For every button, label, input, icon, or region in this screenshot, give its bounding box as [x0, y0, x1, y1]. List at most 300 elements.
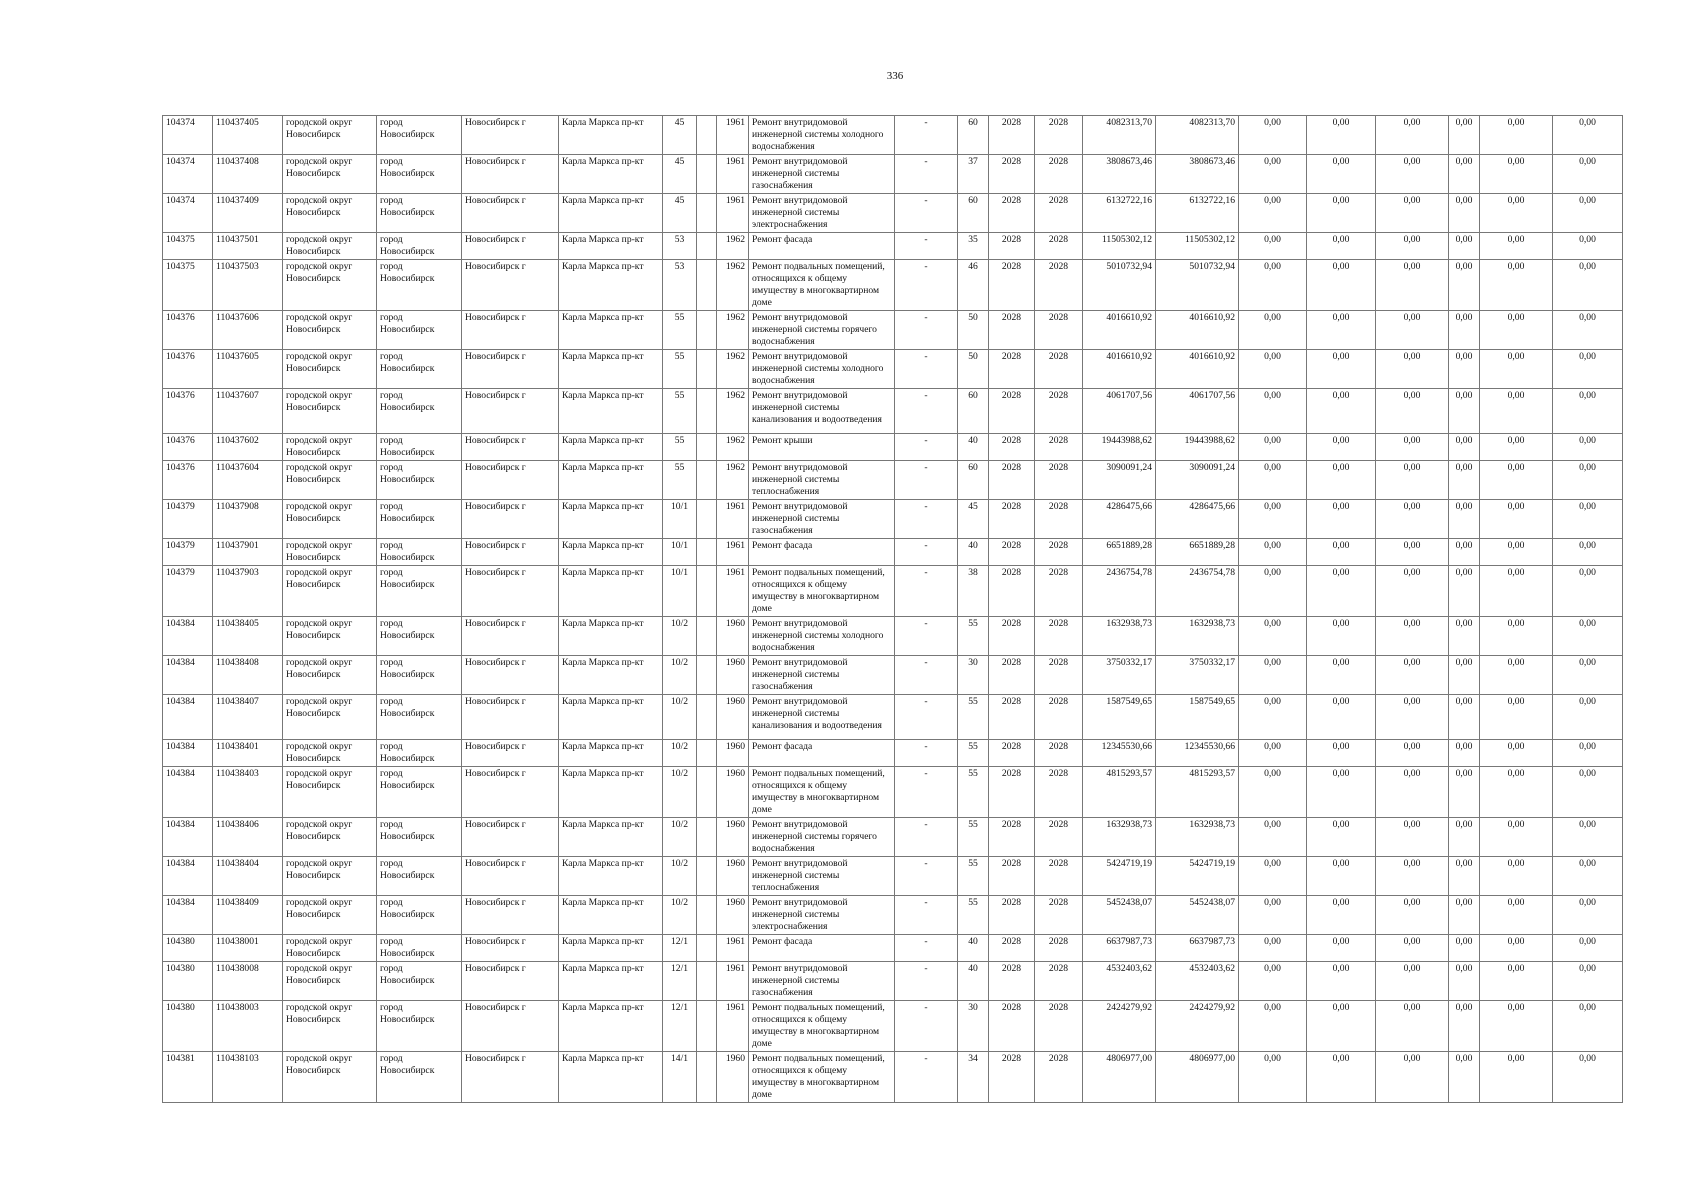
cell-house-number: 10/2	[663, 695, 697, 740]
cell-unit: -	[895, 935, 958, 962]
cell-settlement: город Новосибирск	[377, 740, 462, 767]
cell-house-id: 104384	[163, 896, 213, 935]
cell-construction-year: 1961	[717, 155, 749, 194]
cell-subsidy-local: 0,00	[1376, 311, 1449, 350]
cell-subsidy-local: 0,00	[1376, 260, 1449, 311]
cell-other-funds: 0,00	[1480, 656, 1553, 695]
cell-work-type: Ремонт внутридомовой инженерной системы газоснабжения	[749, 500, 895, 539]
cell-subsidy-local: 0,00	[1376, 389, 1449, 434]
cell-subsidy-regional: 0,00	[1307, 935, 1376, 962]
cell-settlement: город Новосибирск	[377, 1052, 462, 1103]
cell-work-id: 110438405	[213, 617, 283, 656]
cell-plan-year-end: 2028	[1035, 539, 1083, 566]
cell-other-funds: 0,00	[1480, 935, 1553, 962]
cell-subsidy-regional: 0,00	[1307, 566, 1376, 617]
cell-house-id: 104376	[163, 311, 213, 350]
cell-house-number: 53	[663, 260, 697, 311]
cell-plan-year-start: 2028	[989, 695, 1035, 740]
cell-house-id: 104384	[163, 818, 213, 857]
cell-subsidy-regional: 0,00	[1307, 857, 1376, 896]
cell-house-id: 104379	[163, 539, 213, 566]
cell-reserve-funds: 0,00	[1553, 818, 1623, 857]
table-row	[163, 1052, 1623, 1103]
cell-locality: Новосибирск г	[462, 311, 559, 350]
cell-plan-year-end: 2028	[1035, 617, 1083, 656]
cell-subsidy-local: 0,00	[1376, 155, 1449, 194]
cell-total-cost: 6651889,28	[1083, 539, 1156, 566]
cell-building	[697, 566, 717, 617]
cell-work-id: 110438008	[213, 962, 283, 1001]
cell-other-funds: 0,00	[1480, 155, 1553, 194]
cell-unit: -	[895, 896, 958, 935]
cell-street: Карла Маркса пр-кт	[559, 116, 663, 155]
cell-street: Карла Маркса пр-кт	[559, 935, 663, 962]
cell-subsidy-regional: 0,00	[1307, 434, 1376, 461]
cell-total-cost: 5424719,19	[1083, 857, 1156, 896]
cell-fund-cost: 4016610,92	[1156, 311, 1239, 350]
cell-unit: -	[895, 461, 958, 500]
cell-work-type: Ремонт подвальных помещений, относящихся к общему имуществу в многоквартирном доме	[749, 767, 895, 818]
cell-subsidy-regional: 0,00	[1307, 155, 1376, 194]
cell-subsidy-federal: 0,00	[1239, 350, 1307, 389]
cell-work-type: Ремонт фасада	[749, 539, 895, 566]
cell-house-id: 104381	[163, 1052, 213, 1103]
cell-unit: -	[895, 695, 958, 740]
cell-work-type: Ремонт внутридомовой инженерной системы горячего водоснабжения	[749, 311, 895, 350]
cell-locality: Новосибирск г	[462, 740, 559, 767]
cell-wear-percent: 40	[958, 539, 989, 566]
cell-plan-year-end: 2028	[1035, 500, 1083, 539]
cell-unit: -	[895, 566, 958, 617]
cell-street: Карла Маркса пр-кт	[559, 896, 663, 935]
cell-work-type: Ремонт внутридомовой инженерной системы холодного водоснабжения	[749, 350, 895, 389]
cell-subsidy-regional: 0,00	[1307, 617, 1376, 656]
cell-unit: -	[895, 818, 958, 857]
cell-plan-year-end: 2028	[1035, 1052, 1083, 1103]
cell-reserve-funds: 0,00	[1553, 155, 1623, 194]
cell-construction-year: 1961	[717, 500, 749, 539]
cell-plan-year-start: 2028	[989, 857, 1035, 896]
cell-work-id: 110438001	[213, 935, 283, 962]
cell-settlement: город Новосибирск	[377, 461, 462, 500]
cell-municipal-district: городской округ Новосибирск	[283, 617, 377, 656]
cell-work-type: Ремонт внутридомовой инженерной системы холодного водоснабжения	[749, 617, 895, 656]
cell-plan-year-start: 2028	[989, 350, 1035, 389]
cell-work-type: Ремонт внутридомовой инженерной системы газоснабжения	[749, 962, 895, 1001]
cell-construction-year: 1962	[717, 389, 749, 434]
cell-subsidy-federal: 0,00	[1239, 233, 1307, 260]
cell-wear-percent: 60	[958, 389, 989, 434]
cell-fund-cost: 6132722,16	[1156, 194, 1239, 233]
table-row	[163, 116, 1623, 155]
cell-unit: -	[895, 260, 958, 311]
table-row	[163, 857, 1623, 896]
cell-plan-year-start: 2028	[989, 116, 1035, 155]
cell-municipal-district: городской округ Новосибирск	[283, 857, 377, 896]
cell-wear-percent: 60	[958, 194, 989, 233]
cell-subsidy-federal: 0,00	[1239, 1001, 1307, 1052]
cell-subsidy-federal: 0,00	[1239, 389, 1307, 434]
cell-municipal-district: городской округ Новосибирск	[283, 500, 377, 539]
cell-unit: -	[895, 389, 958, 434]
cell-fund-cost: 1632938,73	[1156, 818, 1239, 857]
table-row	[163, 389, 1623, 434]
cell-building	[697, 350, 717, 389]
cell-municipal-district: городской округ Новосибирск	[283, 695, 377, 740]
cell-house-id: 104384	[163, 656, 213, 695]
cell-house-number: 55	[663, 461, 697, 500]
cell-other-funds: 0,00	[1480, 695, 1553, 740]
cell-subsidy-local: 0,00	[1376, 566, 1449, 617]
cell-other-funds: 0,00	[1480, 194, 1553, 233]
cell-owners-funds: 0,00	[1449, 740, 1480, 767]
cell-settlement: город Новосибирск	[377, 818, 462, 857]
cell-building	[697, 233, 717, 260]
cell-municipal-district: городской округ Новосибирск	[283, 767, 377, 818]
cell-other-funds: 0,00	[1480, 962, 1553, 1001]
cell-work-id: 110437409	[213, 194, 283, 233]
cell-work-id: 110438003	[213, 1001, 283, 1052]
cell-owners-funds: 0,00	[1449, 500, 1480, 539]
cell-house-number: 53	[663, 233, 697, 260]
cell-house-id: 104379	[163, 566, 213, 617]
cell-owners-funds: 0,00	[1449, 1052, 1480, 1103]
cell-work-id: 110437901	[213, 539, 283, 566]
cell-construction-year: 1962	[717, 260, 749, 311]
cell-fund-cost: 3090091,24	[1156, 461, 1239, 500]
cell-total-cost: 4532403,62	[1083, 962, 1156, 1001]
table-row	[163, 350, 1623, 389]
repair-registry-table	[162, 115, 1623, 1103]
cell-plan-year-start: 2028	[989, 896, 1035, 935]
cell-fund-cost: 3750332,17	[1156, 656, 1239, 695]
cell-fund-cost: 4815293,57	[1156, 767, 1239, 818]
cell-construction-year: 1961	[717, 116, 749, 155]
cell-fund-cost: 4016610,92	[1156, 350, 1239, 389]
cell-work-type: Ремонт внутридомовой инженерной системы горячего водоснабжения	[749, 818, 895, 857]
cell-house-number: 14/1	[663, 1052, 697, 1103]
cell-total-cost: 4016610,92	[1083, 311, 1156, 350]
cell-work-id: 110437604	[213, 461, 283, 500]
cell-subsidy-regional: 0,00	[1307, 767, 1376, 818]
cell-fund-cost: 3808673,46	[1156, 155, 1239, 194]
cell-fund-cost: 19443988,62	[1156, 434, 1239, 461]
cell-building	[697, 767, 717, 818]
cell-wear-percent: 30	[958, 656, 989, 695]
cell-locality: Новосибирск г	[462, 1001, 559, 1052]
cell-work-type: Ремонт подвальных помещений, относящихся к общему имуществу в многоквартирном доме	[749, 566, 895, 617]
cell-settlement: город Новосибирск	[377, 1001, 462, 1052]
cell-wear-percent: 50	[958, 350, 989, 389]
cell-work-id: 110438407	[213, 695, 283, 740]
cell-owners-funds: 0,00	[1449, 389, 1480, 434]
cell-plan-year-start: 2028	[989, 656, 1035, 695]
cell-work-id: 110438406	[213, 818, 283, 857]
cell-settlement: город Новосибирск	[377, 233, 462, 260]
cell-house-id: 104384	[163, 617, 213, 656]
cell-house-id: 104380	[163, 1001, 213, 1052]
cell-settlement: город Новосибирск	[377, 350, 462, 389]
cell-locality: Новосибирск г	[462, 434, 559, 461]
cell-owners-funds: 0,00	[1449, 350, 1480, 389]
cell-subsidy-federal: 0,00	[1239, 962, 1307, 1001]
cell-owners-funds: 0,00	[1449, 617, 1480, 656]
cell-unit: -	[895, 194, 958, 233]
cell-street: Карла Маркса пр-кт	[559, 461, 663, 500]
cell-work-id: 110437607	[213, 389, 283, 434]
cell-house-number: 12/1	[663, 962, 697, 1001]
cell-work-type: Ремонт фасада	[749, 740, 895, 767]
cell-construction-year: 1962	[717, 461, 749, 500]
cell-construction-year: 1960	[717, 656, 749, 695]
cell-subsidy-local: 0,00	[1376, 194, 1449, 233]
cell-plan-year-end: 2028	[1035, 857, 1083, 896]
cell-municipal-district: городской округ Новосибирск	[283, 116, 377, 155]
cell-unit: -	[895, 962, 958, 1001]
cell-subsidy-federal: 0,00	[1239, 434, 1307, 461]
cell-subsidy-local: 0,00	[1376, 1001, 1449, 1052]
cell-municipal-district: городской округ Новосибирск	[283, 656, 377, 695]
cell-subsidy-local: 0,00	[1376, 695, 1449, 740]
cell-unit: -	[895, 1001, 958, 1052]
cell-construction-year: 1960	[717, 767, 749, 818]
cell-total-cost: 3090091,24	[1083, 461, 1156, 500]
cell-subsidy-federal: 0,00	[1239, 656, 1307, 695]
cell-work-id: 110437503	[213, 260, 283, 311]
cell-wear-percent: 55	[958, 896, 989, 935]
cell-subsidy-local: 0,00	[1376, 857, 1449, 896]
cell-settlement: город Новосибирск	[377, 935, 462, 962]
cell-work-id: 110437602	[213, 434, 283, 461]
cell-locality: Новосибирск г	[462, 962, 559, 1001]
cell-subsidy-federal: 0,00	[1239, 767, 1307, 818]
cell-plan-year-start: 2028	[989, 767, 1035, 818]
cell-fund-cost: 6637987,73	[1156, 935, 1239, 962]
cell-other-funds: 0,00	[1480, 818, 1553, 857]
cell-plan-year-start: 2028	[989, 962, 1035, 1001]
cell-house-id: 104376	[163, 461, 213, 500]
cell-construction-year: 1962	[717, 350, 749, 389]
cell-plan-year-start: 2028	[989, 260, 1035, 311]
table-row	[163, 434, 1623, 461]
cell-building	[697, 461, 717, 500]
cell-street: Карла Маркса пр-кт	[559, 656, 663, 695]
cell-house-number: 55	[663, 311, 697, 350]
cell-construction-year: 1960	[717, 740, 749, 767]
cell-work-type: Ремонт внутридомовой инженерной системы газоснабжения	[749, 155, 895, 194]
cell-settlement: город Новосибирск	[377, 767, 462, 818]
cell-building	[697, 500, 717, 539]
cell-wear-percent: 37	[958, 155, 989, 194]
cell-house-number: 10/1	[663, 539, 697, 566]
cell-work-type: Ремонт внутридомовой инженерной системы электроснабжения	[749, 896, 895, 935]
cell-unit: -	[895, 116, 958, 155]
cell-construction-year: 1961	[717, 539, 749, 566]
cell-building	[697, 656, 717, 695]
cell-plan-year-end: 2028	[1035, 233, 1083, 260]
cell-total-cost: 19443988,62	[1083, 434, 1156, 461]
cell-fund-cost: 11505302,12	[1156, 233, 1239, 260]
cell-house-id: 104374	[163, 155, 213, 194]
cell-street: Карла Маркса пр-кт	[559, 389, 663, 434]
cell-house-id: 104375	[163, 233, 213, 260]
cell-house-id: 104374	[163, 116, 213, 155]
cell-work-type: Ремонт подвальных помещений, относящихся к общему имуществу в многоквартирном доме	[749, 1001, 895, 1052]
cell-street: Карла Маркса пр-кт	[559, 962, 663, 1001]
cell-subsidy-federal: 0,00	[1239, 116, 1307, 155]
cell-owners-funds: 0,00	[1449, 155, 1480, 194]
cell-subsidy-regional: 0,00	[1307, 461, 1376, 500]
cell-fund-cost: 12345530,66	[1156, 740, 1239, 767]
cell-plan-year-start: 2028	[989, 434, 1035, 461]
cell-construction-year: 1960	[717, 857, 749, 896]
cell-other-funds: 0,00	[1480, 500, 1553, 539]
cell-total-cost: 5010732,94	[1083, 260, 1156, 311]
cell-house-id: 104376	[163, 350, 213, 389]
cell-work-type: Ремонт фасада	[749, 935, 895, 962]
cell-reserve-funds: 0,00	[1553, 695, 1623, 740]
cell-plan-year-end: 2028	[1035, 260, 1083, 311]
cell-other-funds: 0,00	[1480, 389, 1553, 434]
cell-wear-percent: 40	[958, 935, 989, 962]
cell-total-cost: 6132722,16	[1083, 194, 1156, 233]
cell-unit: -	[895, 857, 958, 896]
cell-settlement: город Новосибирск	[377, 155, 462, 194]
cell-plan-year-end: 2028	[1035, 656, 1083, 695]
cell-total-cost: 2424279,92	[1083, 1001, 1156, 1052]
cell-subsidy-local: 0,00	[1376, 962, 1449, 1001]
cell-work-type: Ремонт внутридомовой инженерной системы электроснабжения	[749, 194, 895, 233]
cell-plan-year-start: 2028	[989, 155, 1035, 194]
cell-subsidy-regional: 0,00	[1307, 656, 1376, 695]
cell-total-cost: 4016610,92	[1083, 350, 1156, 389]
cell-settlement: город Новосибирск	[377, 389, 462, 434]
cell-work-id: 110437605	[213, 350, 283, 389]
cell-building	[697, 539, 717, 566]
cell-plan-year-start: 2028	[989, 617, 1035, 656]
cell-other-funds: 0,00	[1480, 116, 1553, 155]
cell-reserve-funds: 0,00	[1553, 962, 1623, 1001]
cell-subsidy-regional: 0,00	[1307, 962, 1376, 1001]
table-row	[163, 566, 1623, 617]
cell-plan-year-start: 2028	[989, 233, 1035, 260]
table-row	[163, 935, 1623, 962]
cell-locality: Новосибирск г	[462, 155, 559, 194]
cell-house-number: 55	[663, 434, 697, 461]
cell-subsidy-regional: 0,00	[1307, 1001, 1376, 1052]
cell-plan-year-end: 2028	[1035, 695, 1083, 740]
cell-construction-year: 1960	[717, 617, 749, 656]
cell-total-cost: 11505302,12	[1083, 233, 1156, 260]
cell-street: Карла Маркса пр-кт	[559, 857, 663, 896]
cell-subsidy-local: 0,00	[1376, 935, 1449, 962]
cell-locality: Новосибирск г	[462, 194, 559, 233]
cell-construction-year: 1961	[717, 194, 749, 233]
cell-reserve-funds: 0,00	[1553, 740, 1623, 767]
cell-subsidy-local: 0,00	[1376, 461, 1449, 500]
cell-house-id: 104384	[163, 740, 213, 767]
cell-owners-funds: 0,00	[1449, 857, 1480, 896]
cell-owners-funds: 0,00	[1449, 539, 1480, 566]
cell-unit: -	[895, 500, 958, 539]
cell-subsidy-regional: 0,00	[1307, 695, 1376, 740]
cell-reserve-funds: 0,00	[1553, 500, 1623, 539]
cell-owners-funds: 0,00	[1449, 194, 1480, 233]
cell-subsidy-local: 0,00	[1376, 233, 1449, 260]
cell-reserve-funds: 0,00	[1553, 350, 1623, 389]
cell-total-cost: 1587549,65	[1083, 695, 1156, 740]
cell-plan-year-start: 2028	[989, 539, 1035, 566]
cell-settlement: город Новосибирск	[377, 857, 462, 896]
cell-house-id: 104374	[163, 194, 213, 233]
cell-subsidy-regional: 0,00	[1307, 740, 1376, 767]
cell-municipal-district: городской округ Новосибирск	[283, 1052, 377, 1103]
page-number: 336	[886, 70, 904, 82]
cell-total-cost: 4061707,56	[1083, 389, 1156, 434]
cell-plan-year-end: 2028	[1035, 767, 1083, 818]
cell-municipal-district: городской округ Новосибирск	[283, 740, 377, 767]
cell-locality: Новосибирск г	[462, 935, 559, 962]
cell-subsidy-regional: 0,00	[1307, 389, 1376, 434]
cell-building	[697, 740, 717, 767]
cell-locality: Новосибирск г	[462, 767, 559, 818]
cell-subsidy-regional: 0,00	[1307, 896, 1376, 935]
cell-owners-funds: 0,00	[1449, 935, 1480, 962]
cell-wear-percent: 55	[958, 740, 989, 767]
cell-unit: -	[895, 233, 958, 260]
cell-reserve-funds: 0,00	[1553, 566, 1623, 617]
cell-plan-year-end: 2028	[1035, 350, 1083, 389]
cell-owners-funds: 0,00	[1449, 818, 1480, 857]
cell-reserve-funds: 0,00	[1553, 1001, 1623, 1052]
cell-house-id: 104376	[163, 434, 213, 461]
cell-subsidy-federal: 0,00	[1239, 194, 1307, 233]
cell-subsidy-federal: 0,00	[1239, 461, 1307, 500]
cell-building	[697, 434, 717, 461]
cell-unit: -	[895, 1052, 958, 1103]
cell-other-funds: 0,00	[1480, 617, 1553, 656]
cell-reserve-funds: 0,00	[1553, 116, 1623, 155]
cell-house-number: 45	[663, 155, 697, 194]
cell-total-cost: 6637987,73	[1083, 935, 1156, 962]
cell-work-type: Ремонт внутридомовой инженерной системы канализования и водоотведения	[749, 389, 895, 434]
cell-reserve-funds: 0,00	[1553, 767, 1623, 818]
cell-locality: Новосибирск г	[462, 116, 559, 155]
cell-street: Карла Маркса пр-кт	[559, 767, 663, 818]
cell-owners-funds: 0,00	[1449, 962, 1480, 1001]
cell-locality: Новосибирск г	[462, 656, 559, 695]
cell-subsidy-regional: 0,00	[1307, 818, 1376, 857]
cell-reserve-funds: 0,00	[1553, 194, 1623, 233]
cell-other-funds: 0,00	[1480, 896, 1553, 935]
cell-locality: Новосибирск г	[462, 539, 559, 566]
cell-other-funds: 0,00	[1480, 1001, 1553, 1052]
cell-building	[697, 818, 717, 857]
cell-other-funds: 0,00	[1480, 539, 1553, 566]
cell-subsidy-federal: 0,00	[1239, 740, 1307, 767]
cell-street: Карла Маркса пр-кт	[559, 500, 663, 539]
cell-house-id: 104379	[163, 500, 213, 539]
cell-total-cost: 4286475,66	[1083, 500, 1156, 539]
cell-house-number: 10/2	[663, 767, 697, 818]
cell-work-type: Ремонт подвальных помещений, относящихся к общему имуществу в многоквартирном доме	[749, 260, 895, 311]
cell-work-id: 110437908	[213, 500, 283, 539]
cell-municipal-district: городской округ Новосибирск	[283, 566, 377, 617]
cell-reserve-funds: 0,00	[1553, 311, 1623, 350]
cell-plan-year-end: 2028	[1035, 434, 1083, 461]
cell-construction-year: 1960	[717, 818, 749, 857]
cell-unit: -	[895, 539, 958, 566]
